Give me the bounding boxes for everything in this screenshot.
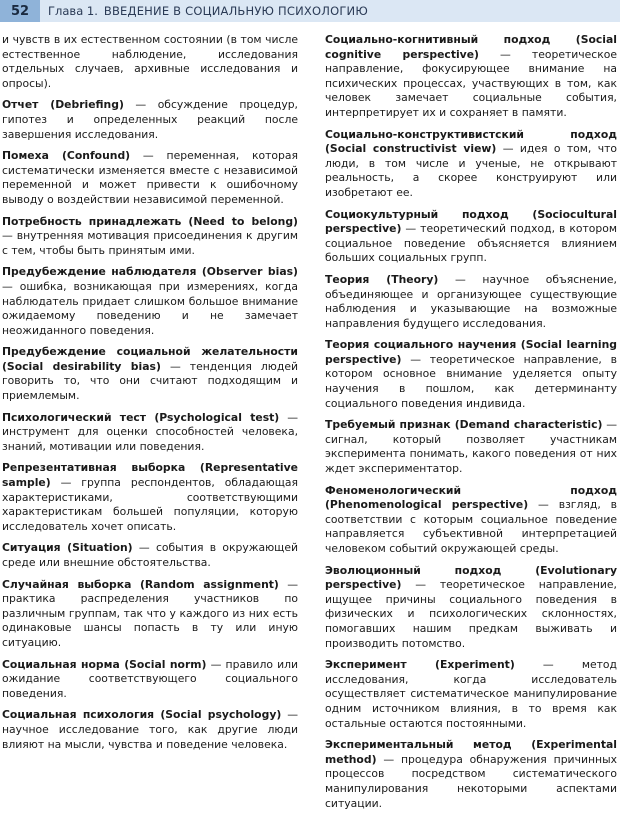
glossary-term: Случайная выборка (Random assignment) — [2, 577, 279, 591]
glossary-definition: — теоретическое направление, фокусирующее внимание на психических процессах, участвующих в том, как человек замечает социальные события, интерпретирует их и сохраняет в памяти. — [325, 47, 618, 119]
glossary-entry — [2, 658, 298, 702]
glossary-definition: — внутренняя мотивация присоединения к другим с тем, чтобы быть принятым ими. — [2, 229, 298, 257]
glossary-entry — [2, 411, 298, 455]
left-column — [2, 33, 298, 759]
glossary-term: Отчет (Debriefing) — [2, 98, 124, 112]
glossary-term: Социальная норма (Social norm) — [2, 657, 207, 671]
glossary-term: Репрезентативная выборка (Representative sample) — [2, 461, 298, 490]
right-column — [325, 33, 617, 818]
glossary-term: Социально-конструктивистский подход (Social constructivist view) — [325, 127, 617, 156]
glossary-definition: — сигнал, который позволяет участникам эксперимента понимать, какого поведения от них ждет экспериментатор. — [325, 418, 617, 476]
page-number: 52 — [0, 0, 40, 22]
glossary-entry — [2, 215, 298, 259]
glossary-entry — [325, 208, 617, 266]
glossary-definition: — метод исследования, когда исследователь осуществляет систематическое манипулирование одним источником влияния, в то время как остальные остаются постоянными. — [325, 658, 618, 730]
glossary-term: Эволюционный подход (Evolutionary perspective) — [325, 563, 617, 592]
glossary-entry — [2, 345, 298, 403]
running-head — [40, 0, 620, 22]
glossary-term: Экспериментальный метод (Experimental method) — [325, 738, 617, 766]
glossary-term: Ситуация (Situation) — [2, 541, 133, 555]
chapter-title: ВВЕДЕНИЕ В СОЦИАЛЬНУЮ ПСИХОЛОГИЮ — [103, 4, 368, 18]
glossary-term: Теория социального научения (Social learning perspective) — [325, 338, 617, 366]
glossary-definition: — научное исследование того, как другие люди влияют на мысли, чувства и поведение человека. — [2, 708, 298, 751]
glossary-definition: и чувств в их естественном состоянии (в том числе естественное наблюдение, исследования отдельных случаев, архивные исследования и опросы). — [2, 33, 298, 90]
glossary-term: Социально-когнитивный подход (Social cognitive perspective) — [325, 33, 617, 61]
glossary-entry — [2, 149, 298, 207]
glossary-term: Социальная психология (Social psychology) — [2, 708, 282, 722]
glossary-definition: — научное объяснение, объединяющее и организующее существующие наблюдения и указывающие на возможные направления будущего исследования. — [325, 272, 617, 330]
glossary-definition: — процедура обнаружения причинных процессов посредством систематического манипулирования некоторыми аспектами ситуации. — [325, 752, 617, 810]
glossary-definition: — практика распределения участников по различным группам, так что у каждого из них есть одинаковые шансы попасть в ту или иную ситуацию. — [2, 577, 298, 649]
glossary-term: Психологический тест (Psychological test) — [2, 410, 280, 424]
glossary-definition: — теоретическое направление, в котором основное внимание уделяется опыту научения в пошлом, как детерминанту социального поведения индивида. — [325, 352, 617, 410]
glossary-term: Потребность принадлежать (Need to belong) — [2, 214, 298, 228]
glossary-term: Эксперимент (Experiment) — [325, 658, 515, 672]
glossary-definition: — теоретическое направление, ищущее причины социального поведения в физических и психологических склонностях, помогавших нашим предкам выживать и производить потомство. — [325, 578, 617, 650]
glossary-definition: — ошибка, возникающая при измерениях, когда наблюдатель придает слишком большое внимание ожидаемому поведению и не замечает неожиданного поведения. — [2, 279, 298, 337]
glossary-entry — [2, 578, 298, 651]
glossary-term: Предубеждение социальной желательности (Social desirability bias) — [2, 345, 298, 373]
glossary-entry — [325, 738, 617, 811]
glossary-entry — [325, 33, 617, 121]
glossary-definition: — переменная, которая систематически изменяется вместе с независимой переменной и может привести к ошибочному выводу о воздействии независимой переменной. — [2, 149, 298, 206]
chapter-label: Глава 1. — [48, 4, 98, 18]
glossary-entry — [2, 265, 298, 338]
glossary-entry — [2, 708, 298, 752]
glossary-entry — [325, 484, 617, 557]
glossary-term: Помеха (Confound) — [2, 149, 131, 163]
glossary-definition: — идея о том, что люди, в том числе и ученые, не открывают реальность, а скорее конструируют или изобретают ее. — [325, 142, 617, 199]
glossary-entry — [2, 33, 298, 91]
glossary-entry — [2, 461, 298, 534]
page-header — [0, 0, 620, 22]
glossary-definition: — группа респондентов, обладающая характеристиками, соответствующими характеристикам большей популяции, которую исследователь хочет описать. — [2, 476, 298, 533]
glossary-entry — [325, 128, 617, 201]
glossary-term: Теория (Theory) — [325, 272, 439, 286]
glossary-entry — [325, 338, 617, 411]
glossary-term: Социокультурный подход (Sociocultural perspective) — [325, 207, 617, 236]
glossary-definition: — теоретический подход, в котором социальное поведение объясняется влиянием больших социальных групп. — [325, 222, 617, 265]
glossary-definition: — события в окружающей среде или внешние обстоятельства. — [2, 541, 299, 569]
glossary-term: Предубеждение наблюдателя (Observer bias) — [2, 265, 298, 279]
glossary-entry — [325, 273, 617, 331]
glossary-term: Феноменологический подход (Phenomenological perspective) — [325, 483, 617, 512]
glossary-term: Требуемый признак (Demand characteristic) — [325, 418, 603, 432]
glossary-definition: — правило или ожидание соответствующего социального поведения. — [2, 657, 298, 700]
glossary-entry — [2, 541, 298, 570]
glossary-entry — [2, 98, 298, 142]
glossary-entry — [325, 564, 617, 652]
glossary-definition: — инструмент для оценки способностей человека, знаний, мотивации или поведения. — [2, 410, 299, 453]
glossary-definition: — обсуждение процедур, гипотез и определенных реакций после завершения исследования. — [2, 98, 298, 141]
glossary-definition: — тенденция людей говорить то, что они считают подходящим и приемлемым. — [2, 359, 298, 403]
glossary-entry — [325, 658, 617, 731]
glossary-definition: — взгляд, в соответствии с которым социальное поведение направляется субъективной интерпретацией человеком событий окружающей среды. — [325, 498, 618, 555]
glossary-entry — [325, 418, 617, 476]
